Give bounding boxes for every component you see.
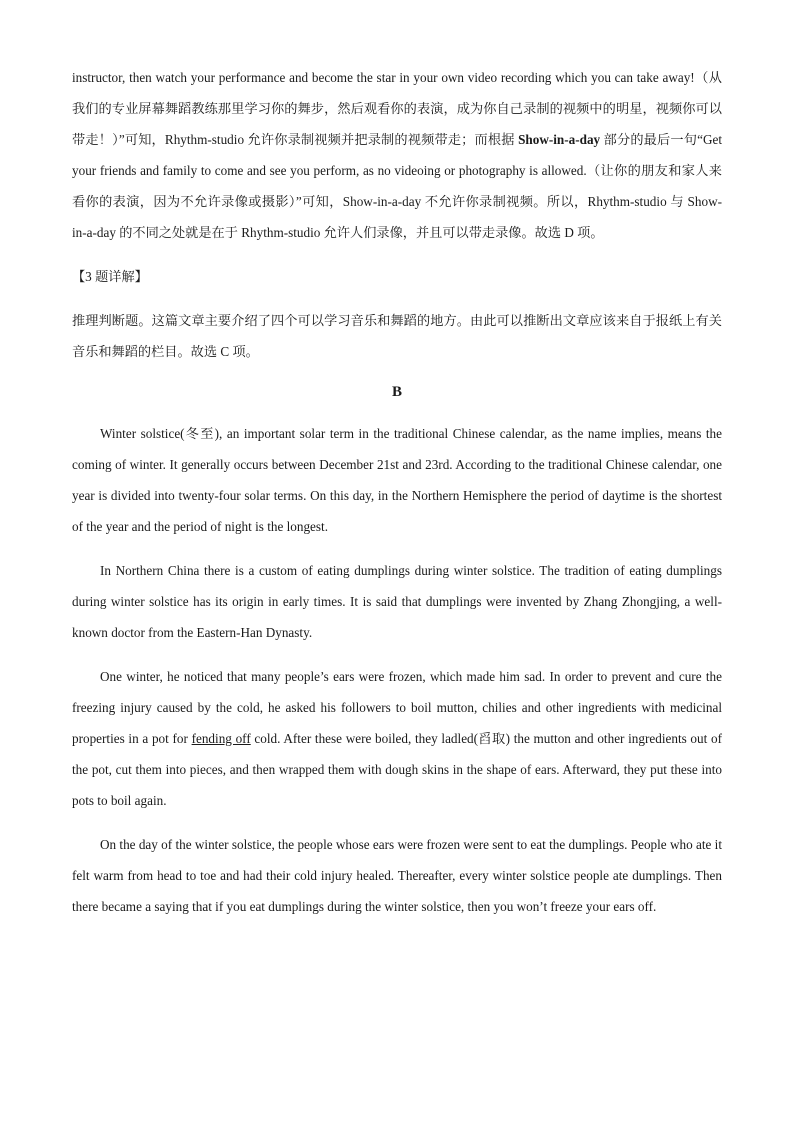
document-page	[72, 62, 722, 922]
section-b-title: B	[391, 384, 402, 400]
question-3-heading: 【3 题详解】	[72, 269, 148, 284]
answer-bold-term: Show-in-a-day	[518, 132, 601, 147]
passage-paragraph-2: In Northern China there is a custom of eating dumplings during winter solstice. The tradition of eating dumplings during winter solstice has its origin in early times. It is said that dumplings were invented by Zhang Zhongjing, a well-known doctor from the Eastern-Han Dynasty.	[72, 563, 722, 640]
passage-paragraph-3-part2: cold. After these were boiled, they ladled(舀取) the mutton and other ingredients out of the pot, cut them into pieces, and then wrapped them with dough skins in the shape of ears. Afterward, they put these into pots to boil again.	[72, 731, 722, 808]
passage-paragraph-4: On the day of the winter solstice, the people whose ears were frozen were sent to eat the dumplings. People who ate it felt warm from head to toe and had their cold injury healed. Thereafter, every winter solstice people ate dumplings. Then there became a saying that if you eat dumplings during the winter solstice, then you won’t freeze your ears off.	[72, 837, 722, 914]
passage-paragraph-3-part1: One winter, he noticed that many people’s ears were frozen, which made him sad. In order to prevent and cure the freezing injury caused by the cold, he asked his followers to boil mutton, chilies and other ingredients with medicinal properties in a pot for	[72, 669, 722, 746]
answer-text-part2: 部分的最后一句“Get your friends and family to come and see you perform, as no videoing or photography is allowed.（让你的朋友和家人来看你的表演，因为不允许录像或摄影）”可知，Show-in-a-day 不允许你录制视频。所以，Rhythm-studio 与 Show-in-a-day 的不同之处就是在于 Rhythm-studio 允许人们录像，并且可以带走录像。故选 D 项。	[72, 132, 722, 240]
answer-text-part1: instructor, then watch your performance and become the star in your own video recording which you can take away!（从我们的专业屏幕舞蹈教练那里学习你的舞步，然后观看你的表演，成为你自己录制的视频中的明星，视频你可以带走！）”可知，Rhythm-studio 允许你录制视频并把录制的视频带走；而根据	[72, 70, 722, 147]
passage-paragraph-3	[72, 661, 722, 816]
answer-paragraph-continued	[72, 62, 722, 248]
underlined-phrase: fending off	[191, 731, 251, 746]
question-3-explanation: 推理判断题。这篇文章主要介绍了四个可以学习音乐和舞蹈的地方。由此可以推断出文章应该来自于报纸上有关音乐和舞蹈的栏目。故选 C 项。	[72, 313, 722, 359]
passage-paragraph-1: Winter solstice(冬至), an important solar term in the traditional Chinese calendar, as the name implies, means the coming of winter. It generally occurs between December 21st and 23rd. According to the traditional Chinese calendar, one year is divided into twenty-four solar terms. On this day, in the Northern Hemisphere the period of daytime is the shortest of the year and the period of night is the longest.	[72, 426, 722, 534]
